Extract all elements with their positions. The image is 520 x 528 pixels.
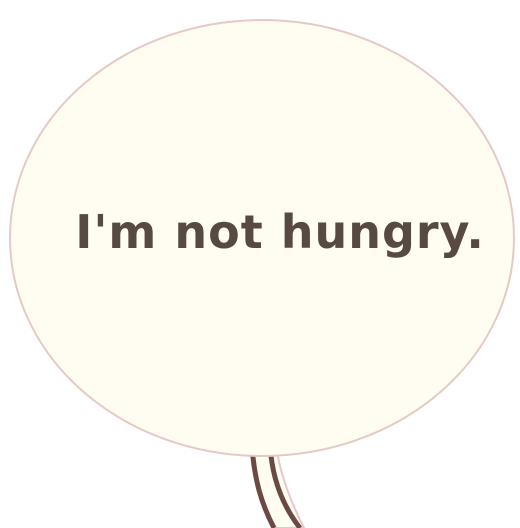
speech-bubble-text: I'm not hungry. [75, 205, 485, 259]
